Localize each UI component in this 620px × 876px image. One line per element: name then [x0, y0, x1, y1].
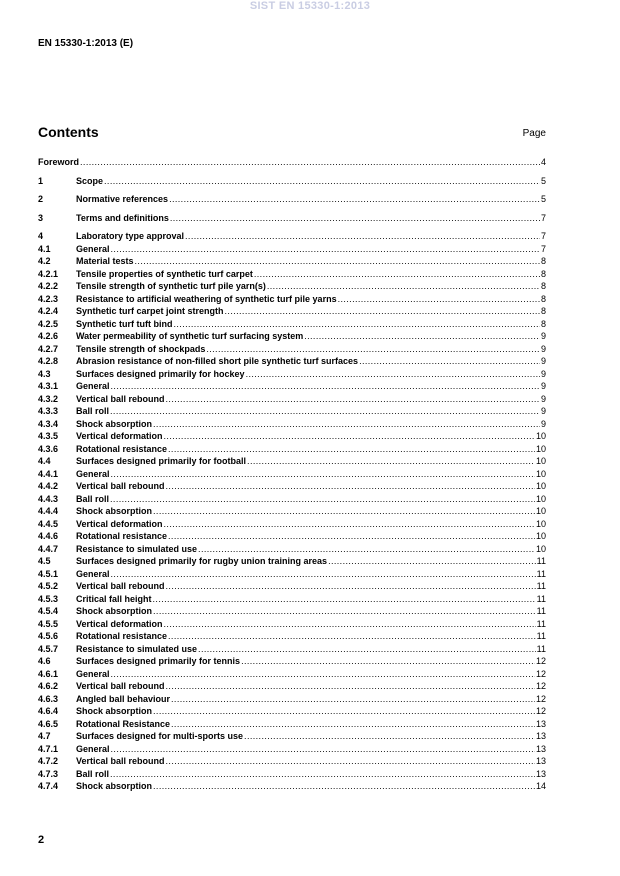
toc-entry-page: 8	[540, 256, 546, 266]
toc-entry-number: 4.3.6	[38, 443, 59, 454]
toc-leader-dots	[338, 293, 540, 306]
toc-entry[interactable]	[38, 156, 546, 175]
toc-leader-dots	[170, 212, 540, 225]
toc-entry[interactable]	[38, 418, 546, 431]
toc-entry-page: 5	[540, 175, 546, 186]
toc-entry-title: Rotational Resistance	[76, 718, 171, 729]
toc-entry[interactable]	[38, 255, 546, 268]
toc-entry-title: General	[76, 381, 110, 391]
toc-entry-title: General	[76, 568, 110, 579]
toc-entry[interactable]	[38, 330, 546, 343]
toc-entry[interactable]	[38, 293, 546, 306]
toc-entry-page: 9	[540, 331, 546, 341]
toc-entry-title: Laboratory type approval	[76, 231, 185, 241]
toc-entry-number: 4.5.7	[38, 643, 59, 654]
toc-entry-title: Synthetic turf tuft bind	[76, 318, 173, 329]
toc-entry-number: 4.2.8	[38, 356, 59, 366]
toc-entry-number: 4.2.5	[38, 318, 59, 329]
toc-entry-page: 7	[540, 212, 546, 223]
toc-entry[interactable]	[38, 730, 546, 743]
toc-entry-page: 7	[540, 243, 546, 254]
toc-entry-number: 4.2.3	[38, 293, 59, 304]
toc-entry-page: 12	[535, 668, 546, 679]
toc-leader-dots	[166, 680, 535, 693]
toc-entry-title: Angled ball behaviour	[76, 693, 171, 704]
toc-entry[interactable]	[38, 243, 546, 256]
toc-entry-number: 4.3.2	[38, 393, 59, 404]
toc-entry-number: 2	[38, 194, 44, 204]
toc-entry-page: 12	[535, 706, 546, 716]
toc-entry-title: Synthetic turf carpet joint strength	[76, 306, 224, 316]
toc-entry-title: Rotational resistance	[76, 443, 168, 454]
toc-entry-number: 4.4.5	[38, 518, 59, 529]
toc-entry-page: 10	[535, 543, 546, 554]
toc-entry-page: 13	[535, 768, 546, 779]
toc-entry-number: 4.6.2	[38, 681, 59, 691]
contents-heading: Contents	[38, 124, 99, 140]
toc-leader-dots	[304, 330, 540, 343]
toc-entry-page: 10	[535, 443, 546, 454]
toc-entry[interactable]	[38, 505, 546, 518]
toc-entry-title: Vertical deformation	[76, 518, 163, 529]
toc-entry-number: 4.7.1	[38, 743, 59, 754]
toc-entry[interactable]	[38, 193, 546, 212]
toc-entry-title: Water permeability of synthetic turf surfacing system	[76, 331, 304, 341]
toc-entry-page: 5	[540, 194, 546, 204]
toc-entry-title: Vertical ball rebound	[76, 393, 165, 404]
toc-entry-number: 4.6.1	[38, 668, 59, 679]
toc-leader-dots	[164, 518, 535, 531]
toc-entry-title: Abrasion resistance of non-filled short pile synthetic turf surfaces	[76, 356, 359, 366]
toc-entry[interactable]	[38, 555, 546, 568]
toc-entry-title: Ball roll	[76, 768, 110, 779]
toc-entry-title: Critical fall height	[76, 593, 152, 604]
toc-leader-dots	[174, 318, 540, 331]
toc-leader-dots	[168, 443, 535, 456]
toc-entry[interactable]	[38, 768, 546, 781]
toc-entry-page: 10	[535, 481, 546, 491]
toc-entry[interactable]	[38, 212, 546, 231]
toc-leader-dots	[111, 468, 535, 481]
toc-entry-page: 9	[540, 418, 546, 429]
toc-leader-dots	[153, 605, 536, 618]
toc-leader-dots	[198, 543, 535, 556]
toc-entry[interactable]	[38, 668, 546, 681]
toc-entry-number: 4.6.3	[38, 693, 59, 704]
table-of-contents	[38, 156, 546, 793]
toc-entry-number: 4.5	[38, 556, 51, 566]
toc-entry-page: 12	[535, 656, 546, 666]
toc-entry-number: 4.7.2	[38, 756, 59, 766]
toc-entry-number: 4.5.3	[38, 593, 59, 604]
toc-entry-number: 4.2.7	[38, 343, 59, 354]
toc-leader-dots	[111, 668, 535, 681]
toc-leader-dots	[169, 193, 540, 206]
toc-entry-page: 13	[535, 756, 546, 766]
toc-entry-title: Shock absorption	[76, 606, 153, 616]
toc-entry[interactable]	[38, 680, 546, 693]
toc-leader-dots	[111, 568, 536, 581]
toc-entry-title: Surfaces designed for multi-sports use	[76, 731, 244, 741]
toc-entry[interactable]	[38, 618, 546, 631]
toc-entry-number: 4.3.5	[38, 431, 59, 441]
toc-leader-dots	[166, 580, 536, 593]
toc-leader-dots	[198, 643, 536, 656]
toc-entry-number: 4.4.1	[38, 468, 59, 479]
toc-entry[interactable]	[38, 343, 546, 356]
toc-entry[interactable]	[38, 175, 546, 194]
toc-entry-number: 4.3.4	[38, 418, 59, 429]
toc-entry-page: 11	[536, 581, 546, 591]
toc-leader-dots	[206, 343, 540, 356]
toc-entry[interactable]	[38, 430, 546, 443]
toc-entry-page: 10	[535, 456, 546, 466]
toc-entry[interactable]	[38, 568, 546, 581]
toc-entry-title: General	[76, 743, 110, 754]
toc-entry-number: 4.2.2	[38, 281, 59, 291]
toc-leader-dots	[164, 430, 535, 443]
toc-entry-number: 4.3.1	[38, 381, 59, 391]
toc-entry-page: 12	[535, 693, 546, 704]
toc-leader-dots	[135, 255, 540, 268]
toc-leader-dots	[247, 455, 535, 468]
toc-entry-page: 10	[535, 431, 546, 441]
toc-entry[interactable]	[38, 780, 546, 793]
toc-leader-dots	[171, 693, 535, 706]
toc-entry-title: Tensile strength of synthetic turf pile yarn(s)	[76, 281, 266, 291]
toc-leader-dots	[267, 280, 540, 293]
toc-entry-page: 11	[536, 593, 546, 604]
toc-entry-title: Surfaces designed primarily for tennis	[76, 656, 241, 666]
toc-entry[interactable]	[38, 480, 546, 493]
toc-entry-page: 10	[535, 493, 546, 504]
toc-entry-number: 4.4.4	[38, 506, 59, 516]
toc-entry-title: Vertical ball rebound	[76, 481, 165, 491]
toc-entry-page: 10	[535, 531, 546, 541]
toc-leader-dots	[171, 718, 535, 731]
toc-leader-dots	[104, 175, 540, 188]
toc-entry-title: Shock absorption	[76, 418, 153, 429]
toc-leader-dots	[166, 755, 535, 768]
toc-entry[interactable]	[38, 305, 546, 318]
toc-entry-page: 11	[536, 606, 546, 616]
toc-entry-number: 4.6	[38, 656, 51, 666]
toc-entry[interactable]	[38, 493, 546, 506]
toc-entry-page: 13	[535, 731, 546, 741]
toc-entry-number: 4.5.2	[38, 581, 59, 591]
toc-entry-page: 9	[540, 381, 546, 391]
toc-leader-dots	[153, 593, 536, 606]
toc-entry-page: 9	[540, 368, 546, 379]
toc-entry-title: Surfaces designed primarily for football	[76, 456, 247, 466]
toc-leader-dots	[80, 156, 540, 169]
toc-entry[interactable]	[38, 605, 546, 618]
toc-entry-number: 4.5.4	[38, 606, 59, 616]
toc-entry-page: 11	[536, 631, 546, 641]
toc-entry-number: 4.5.5	[38, 618, 59, 629]
toc-entry-title: Shock absorption	[76, 706, 153, 716]
toc-entry[interactable]	[38, 530, 546, 543]
toc-entry[interactable]	[38, 705, 546, 718]
toc-entry[interactable]	[38, 743, 546, 756]
toc-entry-title: Tensile properties of synthetic turf carpet	[76, 268, 253, 279]
toc-entry-number: 4.1	[38, 243, 51, 254]
toc-entry-title: General	[76, 243, 110, 254]
toc-entry-number: 4.4.2	[38, 481, 59, 491]
toc-entry[interactable]	[38, 755, 546, 768]
toc-entry-page: 9	[540, 406, 546, 416]
toc-entry-title: Vertical ball rebound	[76, 756, 165, 766]
toc-entry-page: 12	[535, 681, 546, 691]
watermark-text: SIST EN 15330-1:2013	[249, 0, 371, 12]
toc-entry-number: 4.2	[38, 256, 51, 266]
toc-leader-dots	[241, 655, 535, 668]
toc-entry[interactable]	[38, 443, 546, 456]
toc-entry-title: Resistance to simulated use	[76, 543, 198, 554]
toc-entry-number: 4	[38, 231, 44, 241]
toc-entry-page: 11	[536, 568, 546, 579]
toc-entry[interactable]	[38, 268, 546, 281]
toc-entry-number: 4.7.3	[38, 768, 59, 779]
toc-entry-number: 4.4	[38, 456, 51, 466]
toc-leader-dots	[359, 355, 540, 368]
toc-leader-dots	[246, 368, 540, 381]
toc-entry-number: 4.6.4	[38, 706, 59, 716]
toc-entry-title: Rotational resistance	[76, 531, 168, 541]
toc-entry-title: Vertical ball rebound	[76, 581, 165, 591]
toc-leader-dots	[244, 730, 535, 743]
toc-entry-title: Rotational resistance	[76, 631, 168, 641]
toc-entry[interactable]	[38, 518, 546, 531]
document-id: EN 15330-1:2013 (E)	[38, 38, 134, 49]
toc-entry-title: Vertical deformation	[76, 618, 163, 629]
toc-leader-dots	[153, 705, 535, 718]
toc-entry[interactable]	[38, 230, 546, 243]
toc-leader-dots	[153, 780, 535, 793]
toc-entry-page: 8	[540, 306, 546, 316]
toc-entry-page: 8	[540, 293, 546, 304]
toc-entry-title: Tensile strength of shockpads	[76, 343, 206, 354]
toc-entry-page: 8	[540, 281, 546, 291]
toc-entry[interactable]	[38, 468, 546, 481]
toc-entry-number: 4.4.6	[38, 531, 59, 541]
page-column-label: Page	[522, 128, 546, 139]
toc-leader-dots	[185, 230, 540, 243]
toc-leader-dots	[110, 405, 540, 418]
toc-leader-dots	[166, 393, 540, 406]
toc-entry[interactable]	[38, 593, 546, 606]
toc-entry[interactable]	[38, 643, 546, 656]
toc-entry-number: 4.2.6	[38, 331, 59, 341]
toc-entry-page: 14	[535, 781, 546, 791]
toc-entry[interactable]	[38, 543, 546, 556]
toc-entry[interactable]	[38, 380, 546, 393]
toc-entry-number: 4.2.4	[38, 306, 59, 316]
toc-entry-number: 4.3	[38, 368, 51, 379]
toc-leader-dots	[254, 268, 540, 281]
toc-entry-page: 7	[540, 231, 546, 241]
toc-entry-page: 8	[540, 268, 546, 279]
toc-entry-title: General	[76, 668, 110, 679]
toc-entry-title: Normative references	[76, 194, 169, 204]
toc-entry[interactable]	[38, 280, 546, 293]
toc-entry-number: 4.7.4	[38, 781, 59, 791]
toc-leader-dots	[164, 618, 536, 631]
toc-entry-page: 11	[536, 643, 546, 654]
toc-leader-dots	[166, 480, 535, 493]
toc-entry-title: Foreword	[38, 157, 80, 167]
toc-entry[interactable]	[38, 405, 546, 418]
toc-entry-page: 13	[535, 743, 546, 754]
toc-entry-number: 3	[38, 212, 44, 223]
toc-entry-title: General	[76, 468, 110, 479]
toc-entry-title: Scope	[76, 175, 104, 186]
toc-entry[interactable]	[38, 693, 546, 706]
toc-leader-dots	[225, 305, 540, 318]
toc-entry[interactable]	[38, 355, 546, 368]
toc-entry-title: Vertical ball rebound	[76, 681, 165, 691]
toc-entry-number: 4.2.1	[38, 268, 59, 279]
toc-entry[interactable]	[38, 655, 546, 668]
toc-entry-title: Surfaces designed primarily for rugby union training areas	[76, 556, 328, 566]
toc-entry-title: Ball roll	[76, 493, 110, 504]
toc-entry[interactable]	[38, 318, 546, 331]
toc-entry-title: Material tests	[76, 256, 134, 266]
toc-leader-dots	[111, 243, 540, 256]
toc-entry-page: 11	[536, 556, 546, 566]
toc-entry-page: 10	[535, 468, 546, 479]
toc-entry-page: 9	[540, 343, 546, 354]
toc-entry-page: 10	[535, 518, 546, 529]
toc-entry-page: 4	[540, 157, 546, 167]
toc-entry-number: 4.3.3	[38, 406, 59, 416]
toc-entry[interactable]	[38, 630, 546, 643]
toc-entry[interactable]	[38, 368, 546, 381]
toc-entry-page: 11	[536, 618, 546, 629]
toc-entry[interactable]	[38, 393, 546, 406]
toc-entry-title: Shock absorption	[76, 506, 153, 516]
toc-entry[interactable]	[38, 455, 546, 468]
toc-entry-page: 8	[540, 318, 546, 329]
toc-leader-dots	[111, 380, 540, 393]
toc-entry-title: Ball roll	[76, 406, 110, 416]
toc-entry-number: 4.6.5	[38, 718, 59, 729]
toc-leader-dots	[110, 493, 535, 506]
toc-leader-dots	[110, 768, 535, 781]
toc-entry-page: 9	[540, 393, 546, 404]
toc-entry-number: 4.5.1	[38, 568, 59, 579]
toc-entry[interactable]	[38, 718, 546, 731]
toc-leader-dots	[168, 530, 535, 543]
toc-leader-dots	[153, 418, 540, 431]
page-number: 2	[38, 834, 45, 846]
toc-entry-number: 4.4.3	[38, 493, 59, 504]
toc-leader-dots	[153, 505, 535, 518]
toc-entry-page: 13	[535, 718, 546, 729]
toc-entry-number: 4.7	[38, 731, 51, 741]
toc-entry[interactable]	[38, 580, 546, 593]
toc-entry-title: Resistance to simulated use	[76, 643, 198, 654]
toc-entry-number: 4.5.6	[38, 631, 59, 641]
toc-entry-number: 4.4.7	[38, 543, 59, 554]
toc-leader-dots	[168, 630, 536, 643]
toc-entry-title: Surfaces designed primarily for hockey	[76, 368, 245, 379]
toc-entry-title: Vertical deformation	[76, 431, 163, 441]
toc-entry-number: 1	[38, 175, 44, 186]
toc-entry-title: Terms and definitions	[76, 212, 169, 223]
toc-leader-dots	[111, 743, 535, 756]
toc-entry-page: 10	[535, 506, 546, 516]
toc-entry-title: Shock absorption	[76, 781, 153, 791]
toc-leader-dots	[328, 555, 536, 568]
toc-entry-page: 9	[540, 356, 546, 366]
toc-entry-title: Resistance to artificial weathering of synthetic turf pile yarns	[76, 293, 337, 304]
